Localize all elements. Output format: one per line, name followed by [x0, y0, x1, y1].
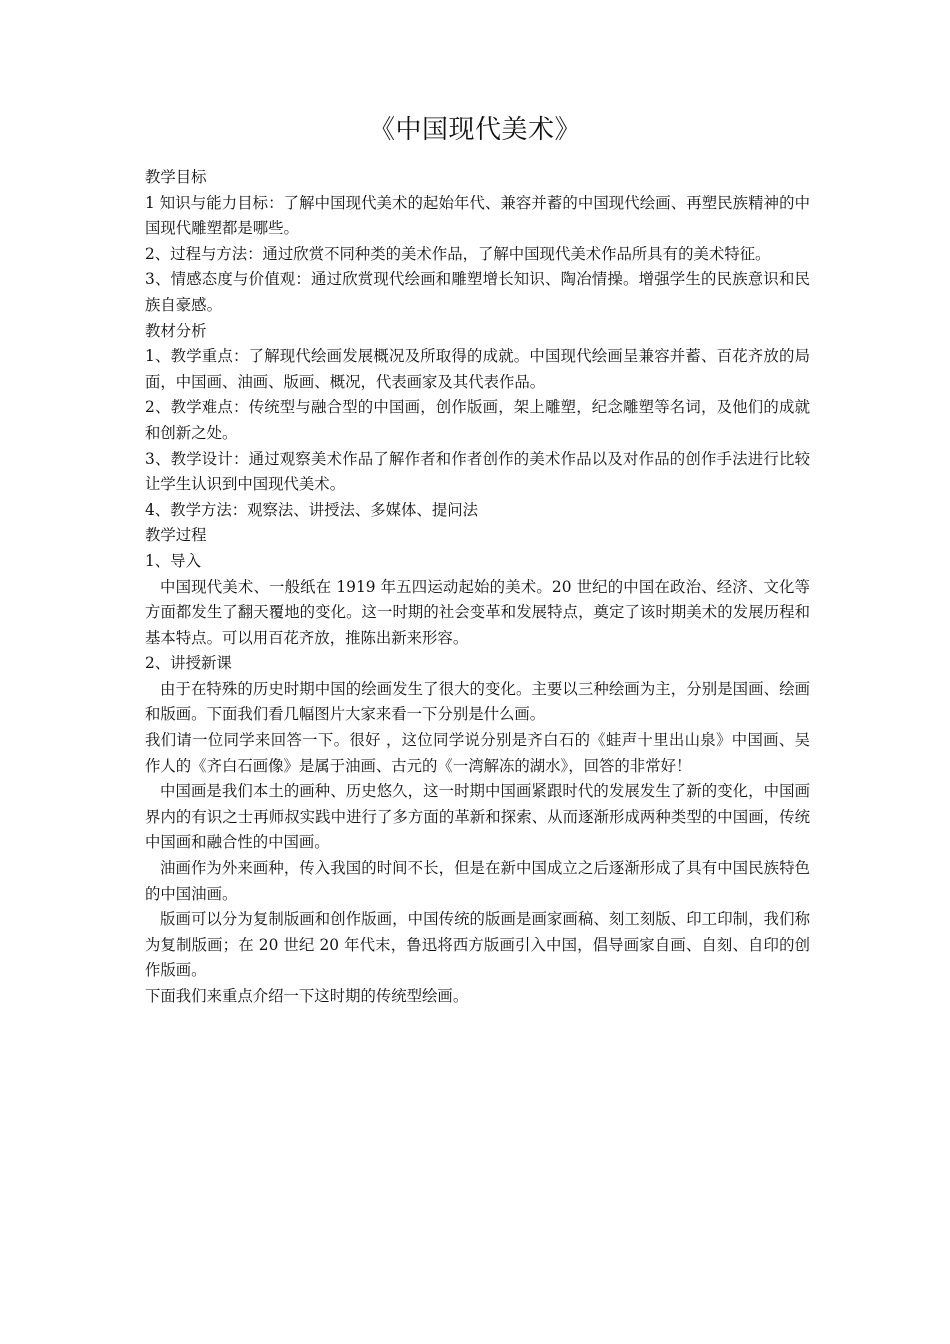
analysis-methods: 4、教学方法：观察法、讲授法、多媒体、提问法: [145, 500, 478, 519]
section-heading-teaching-goals: 教学目标: [145, 168, 207, 186]
lesson-paragraph-oil-painting: 油画作为外来画种，传入我国的时间不长，但是在新中国成立之后逐渐形成了具有中国民族特色的中国油画。: [145, 859, 810, 903]
document-title: 《中国现代美术》: [368, 115, 581, 145]
lesson-paragraph-printmaking: 版画可以分为复制版画和创作版画，中国传统的版画是画家画稿、刻工刻版、印工印制，我们称为复制版画；在 20 世纪 20 年代末，鲁迅将西方版画引入中国，倡导画家自画、自刻、自印的创作版画。: [145, 910, 810, 980]
goal-knowledge-ability: 1 知识与能力目标：了解中国现代美术的起始年代、兼容并蓄的中国现代绘画、再塑民族精神的中国现代雕塑都是哪些。: [145, 193, 810, 238]
analysis-design: 3、教学设计：通过观察美术作品了解作者和作者创作的美术作品以及对作品的创作手法进行比较让学生认识到中国现代美术。: [145, 449, 810, 494]
document-body: [145, 165, 810, 1010]
process-step-introduction: 1、导入: [145, 551, 201, 570]
lesson-paragraph-student-answer: 我们请一位同学来回答一下。很好 ，这位同学说分别是齐白石的《蛙声十里出山泉》中国画、吴作人的《齐白石画像》是属于油画、古元的《一湾解冻的湖水》，回答的非常好！: [145, 731, 810, 775]
analysis-key-points: 1、教学重点：了解现代绘画发展概况及所取得的成就。中国现代绘画呈兼容并蓄、百花齐放的局面，中国画、油画、版画、概况，代表画家及其代表作品。: [145, 347, 810, 391]
process-step-new-lesson: 2、讲授新课: [145, 654, 232, 673]
goal-process-method: 2、过程与方法：通过欣赏不同种类的美术作品，了解中国现代美术作品所具有的美术特征。: [145, 244, 771, 263]
lesson-paragraph-chinese-painting: 中国画是我们本土的画种、历史悠久，这一时期中国画紧跟时代的发展发生了新的变化，中国画界内的有识之士再师叔实践中进行了多方面的革新和探索、从而逐渐形成两种类型的中国画，传统中国画和融合性的中国画。: [145, 782, 810, 852]
analysis-difficulties: 2、教学难点：传统型与融合型的中国画，创作版画，架上雕塑，纪念雕塑等名词，及他们的成就和创新之处。: [145, 398, 810, 442]
section-heading-material-analysis: 教材分析: [145, 321, 207, 340]
section-heading-teaching-process: 教学过程: [145, 526, 207, 545]
introduction-paragraph: 中国现代美术、一般纸在 1919 年五四运动起始的美术。20 世纪的中国在政治、经济、文化等方面都发生了翻天覆地的变化。这一时期的社会变革和发展特点，奠定了该时期美术的发展历程和基本特点。可以用百花齐放，推陈出新来形容。: [145, 577, 810, 647]
lesson-paragraph-painting-change: 由于在特殊的历史时期中国的绘画发生了很大的变化。主要以三种绘画为主，分别是国画、绘画和版画。下面我们看几幅图片大家来看一下分别是什么画。: [145, 679, 810, 724]
goal-emotion-values: 3、情感态度与价值观：通过欣赏现代绘画和雕塑增长知识、陶冶情操。增强学生的民族意识和民族自豪感。: [145, 270, 810, 314]
lesson-paragraph-next-topic: 下面我们来重点介绍一下这时期的传统型绘画。: [145, 987, 469, 1005]
